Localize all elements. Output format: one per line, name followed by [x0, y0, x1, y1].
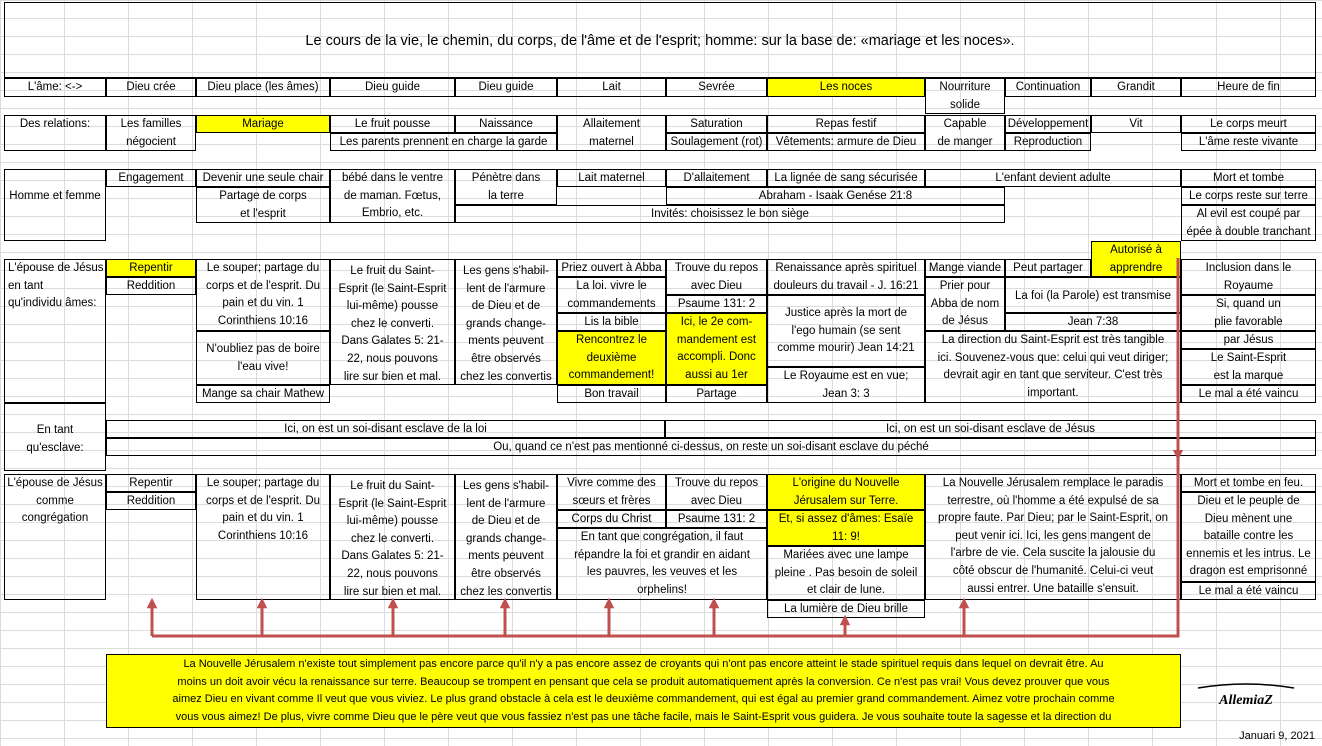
human-abraham: Abraham - Isaak Genése 21:8: [666, 187, 1005, 205]
relations-col-8: Capable de manger: [925, 115, 1005, 151]
bride-ind-col-11c: par Jésus: [1181, 331, 1316, 349]
header-col-6: Sevrée: [666, 78, 767, 97]
human-col-8-10: L'enfant devient adulte: [925, 169, 1181, 187]
authorized-to-learn: Autorisé à apprendre: [1091, 241, 1181, 277]
bride-ind-col-7a: Renaissance après spirituel douleurs du travail - J. 16:21: [767, 259, 925, 295]
cong-col-7a: L'origine du Nouvelle Jérusalem sur Terre.: [767, 474, 925, 510]
bride-ind-col-8b: Prier pour Abba de nom de Jésus: [925, 277, 1005, 331]
cong-col-2: Le souper; partage du corps et de l'esprit. Du pain et du vin. 1 Corinthiens 10:16: [196, 474, 330, 600]
bride-ind-col-6c: Ici, le 2e com- mandement est accompli. Donc aussi au 1er: [666, 313, 767, 385]
relations-col-5: Allaitement maternel: [557, 115, 666, 151]
human-col-7: La lignée de sang sécurisée: [767, 169, 925, 187]
relations-col-2: Mariage: [196, 115, 330, 133]
bride-ind-col-2: Le souper; partage du corps et de l'esprit. Du pain et du vin. 1 Corinthiens 10:16: [196, 259, 330, 331]
bride-ind-col-5a: Priez ouvert à Abba: [557, 259, 666, 277]
human-col-11c: Al evil est coupé par épée à double tranchant: [1181, 205, 1316, 241]
cong-col-8-10: La Nouvelle Jérusalem remplace le paradis terrestre, où l'homme a été expulsé de sa propre faute. Par Dieu; par le Saint-Esprit, on peut venir ici. Ici, les gens mangent de l'arbre de vie. Cela suscite la jalousie du côté obscur de l'humanité. Celui-ci veut aussi entrer. Une bataille s'ensuit.: [925, 474, 1181, 600]
human-invites: Invités: choisissez le bon siège: [455, 205, 1005, 223]
human-col-4: Pénètre dans la terre: [455, 169, 557, 205]
bride-ind-col-6d: Partage: [666, 385, 767, 403]
relations-col-3b: Les parents prennent en charge la garde: [330, 133, 557, 151]
bride-ind-col-7b: Justice après la mort de l'ego humain (se sent comme mourir) Jean 14:21: [767, 295, 925, 367]
page-title: Le cours de la vie, le chemin, du corps, de l'âme et de l'esprit; homme: sur la base de: «mariage et les noces».: [4, 2, 1316, 78]
bride-ind-col-9d: La direction du Saint-Esprit est très tangible ici. Souvenez-vous que: celui qui veut diriger; devrait agir en tant que serviteur. C'est très important.: [925, 331, 1181, 403]
slave-of-sin: Ou, quand ce n'est pas mentionné ci-dessus, on reste un soi-disant esclave du péché: [106, 438, 1316, 456]
slave-of-law: Ici, on est un soi-disant esclave de la loi: [106, 420, 665, 438]
relations-col-6b: Soulagement (rot): [666, 133, 767, 151]
bride-ind-col-5d: Rencontrez le deuxième commandement!: [557, 331, 666, 385]
cong-col-11a: Mort et tombe en feu.: [1181, 474, 1316, 492]
slave-label: En tant qu'esclave:: [4, 403, 106, 471]
header-col-7: Les noces: [767, 78, 925, 97]
header-soul: L'âme: <->: [4, 78, 106, 97]
relations-col-7b: Vêtements: armure de Dieu: [767, 133, 925, 151]
repentir-cell: Repentir: [106, 259, 196, 277]
header-col-1: Dieu crée: [106, 78, 196, 97]
cong-col-6b: Psaume 131: 2: [666, 510, 767, 528]
human-col-2a: Devenir une seule chair: [196, 169, 330, 187]
relations-label: Des relations:: [4, 115, 106, 151]
human-label: Homme et femme: [9, 189, 101, 202]
logo-text: AllemiaZ: [1219, 693, 1273, 708]
cong-col-7b: Et, si assez d'âmes: Esaïe 11: 9!: [767, 510, 925, 546]
cong-col-5c: En tant que congrégation, il faut répandre la foi et grandir en aidant les pauvres, les veuves et les orphelins!: [557, 528, 767, 600]
human-col-6: D'allaitement: [666, 169, 767, 187]
header-col-10: Grandit: [1091, 78, 1181, 97]
cong-repentir: Repentir: [106, 474, 196, 492]
bride-congregation-label: L'épouse de Jésus comme congrégation: [4, 474, 106, 600]
cong-col-5b: Corps du Christ: [557, 510, 666, 528]
header-col-4: Dieu guide: [455, 78, 557, 97]
bride-ind-col-11d: Le Saint-Esprit est la marque: [1181, 349, 1316, 385]
date-label: Januari 9, 2021: [1239, 730, 1315, 742]
bride-ind-col-3: Le fruit du Saint- Esprit (le Saint-Esprit lui-même) pousse chez le converti. Dans Galates 5: 21- 22, nous pouvons lire sur bien et mal.: [330, 259, 455, 385]
bride-ind-col-6b: Psaume 131: 2: [666, 295, 767, 313]
bride-ind-col-4: Les gens s'habil- lent de l'armure de Dieu et de grands change- ments peuvent être observés chez les convertis: [455, 259, 557, 385]
human-col-5: Lait maternel: [557, 169, 666, 187]
header-col-9: Continuation: [1005, 78, 1091, 97]
bride-ind-col-11e: Le mal a été vaincu: [1181, 385, 1316, 403]
relations-col-11a: Le corps meurt: [1181, 115, 1316, 133]
relations-col-11b: L'âme reste vivante: [1181, 133, 1316, 151]
bride-ind-col-9c: Jean 7:38: [1005, 313, 1181, 331]
cong-col-11c: Le mal a été vaincu: [1181, 582, 1316, 600]
slave-of-jesus: Ici, on est un soi-disant esclave de Jésus: [665, 420, 1316, 438]
relations-col-1: Les familles négocient: [106, 115, 196, 151]
relations-col-7a: Repas festif: [767, 115, 925, 133]
relations-col-9a: Développement: [1005, 115, 1091, 133]
bride-ind-col-9b: La foi (la Parole) est transmise: [1005, 277, 1181, 313]
relations-col-9b: Reproduction: [1005, 133, 1091, 151]
cong-col-7d: La lumière de Dieu brille: [767, 600, 925, 618]
bride-ind-col-5c: Lis la bible: [557, 313, 666, 331]
header-col-2: Dieu place (les âmes): [196, 78, 330, 97]
bride-ind-col-11b: Si, quand un plie favorable: [1181, 295, 1316, 331]
human-col-11a: Mort et tombe: [1181, 169, 1316, 187]
header-col-11: Heure de fin: [1181, 78, 1316, 97]
relations-col-4: Naissance: [455, 115, 557, 133]
bride-ind-col-7c: Le Royaume est en vue; Jean 3: 3: [767, 367, 925, 403]
cong-col-11b: Dieu et le peuple de Dieu mènent une bataille contre les ennemis et les intrus. Le dragon est emprisonné: [1181, 492, 1316, 582]
reddition-cell: Reddition: [106, 277, 196, 295]
cong-col-3: Le fruit du Saint- Esprit (le Saint-Esprit lui-même) pousse chez le converti. Dans Galates 5: 21- 22, nous pouvons lire sur bien et mal.: [330, 474, 455, 600]
bride-ind-col-2b: N'oubliez pas de boire l'eau vive!: [196, 331, 330, 385]
human-col-1: Engagement: [106, 169, 196, 187]
allemiaz-logo: [1192, 680, 1300, 712]
logo-swoosh: [1198, 684, 1294, 688]
cong-col-4: Les gens s'habil- lent de l'armure de Dieu et de grands change- ments peuvent être observés chez les convertis: [455, 474, 557, 600]
header-col-8: Nourriture solide: [925, 78, 1005, 114]
cong-col-6a: Trouve du repos avec Dieu: [666, 474, 767, 510]
cong-reddition: Reddition: [106, 492, 196, 510]
bride-ind-col-5b: La loi. vivre le commandements: [557, 277, 666, 313]
human-col-11b: Le corps reste sur terre: [1181, 187, 1316, 205]
header-col-3: Dieu guide: [330, 78, 455, 97]
human-col-2b: Partage de corps et l'esprit: [196, 187, 330, 223]
bride-ind-col-6a: Trouve du repos avec Dieu: [666, 259, 767, 295]
human-col-3: bébé dans le ventre de maman. Fœtus, Embrio, etc.: [330, 169, 455, 223]
bride-ind-col-9a: Peut partager: [1005, 259, 1091, 277]
bride-ind-col-11a: Inclusion dans le Royaume: [1181, 259, 1316, 295]
bride-ind-col-8a: Mange viande: [925, 259, 1005, 277]
cong-col-7c: Mariées avec une lampe pleine . Pas besoin de soleil et clair de lune.: [767, 546, 925, 600]
footnote: La Nouvelle Jérusalem n'existe tout simplement pas encore parce qu'il n'y a pas encore assez de croyants qui n'ont pas encore atteint le stade spirituel requis dans lequel on devrait être. Au moins un doit avoir vécu la renaissance sur terre. Beaucoup se trompent en pensant que cela se produit automatiquement après la conversion. Ce n'est pas vrai! Vous devez prouver que vous aimez Dieu en vivant comme Il veut que vous viviez. Le plus grand obstacle à cela est le deuxième commandement, qui est égal au premier grand commandement. Aimez votre prochain comme vous vous aimez! De plus, vivre comme Dieu que le père veut que vous fassiez n'est pas une tâche facile, mais le Saint-Esprit vous guidera. Je vous souhaite toute la sagesse et la direction du: [106, 654, 1181, 728]
male-symbol: [47, 240, 64, 241]
relations-col-10: Vit: [1091, 115, 1181, 133]
human-label-box: [4, 169, 106, 241]
relations-col-6a: Saturation: [666, 115, 767, 133]
bride-ind-col-5e: Bon travail: [557, 385, 666, 403]
relations-col-3a: Le fruit pousse: [330, 115, 455, 133]
cong-col-5a: Vivre comme des sœurs et frères: [557, 474, 666, 510]
bride-individual-label: L'épouse de Jésus en tant qu'individu âmes:: [4, 259, 106, 403]
bride-ind-col-2c: Mange sa chair Mathew: [196, 385, 330, 403]
header-col-5: Lait: [557, 78, 666, 97]
